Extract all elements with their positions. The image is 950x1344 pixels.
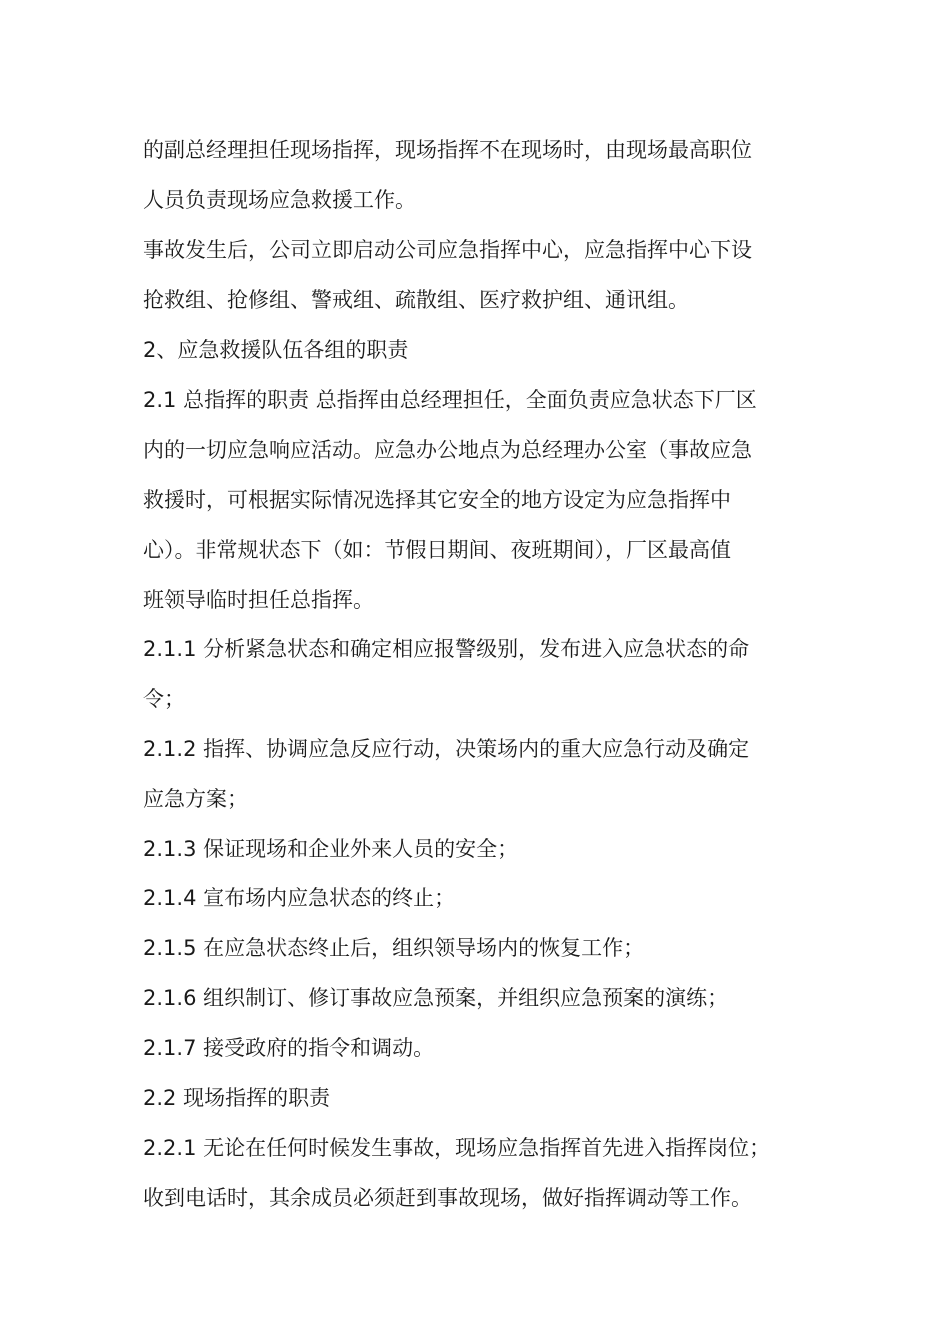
text-line: 收到电话时，其余成员必须赶到事故现场，做好指挥调动等工作。 [143, 1186, 752, 1210]
list-item: 2.1.5 在应急状态终止后，组织领导场内的恢复工作； [143, 936, 645, 960]
text-line: 事故发生后，公司立即启动公司应急指挥中心，应急指挥中心下设 [143, 238, 752, 262]
list-item: 2.1.6 组织制订、修订事故应急预案，并组织应急预案的演练； [143, 986, 729, 1010]
list-item: 2.1.4 宣布场内应急状态的终止； [143, 886, 456, 910]
text-line: 令； [143, 687, 185, 711]
list-item: 2.1.7 接受政府的指令和调动。 [143, 1036, 435, 1060]
list-item: 2.1.3 保证现场和企业外来人员的安全； [143, 837, 519, 861]
text-line: 内的一切应急响应活动。应急办公地点为总经理办公室（事故应急 [143, 438, 752, 462]
text-line: 救援时，可根据实际情况选择其它安全的地方设定为应急指挥中 [143, 488, 731, 512]
list-item: 2.2.1 无论在任何时候发生事故，现场应急指挥首先进入指挥岗位； [143, 1136, 771, 1160]
subsection-heading: 2.1 总指挥的职责 总指挥由总经理担任，全面负责应急状态下厂区 [143, 388, 757, 412]
list-item: 2.1.1 分析紧急状态和确定相应报警级别，发布进入应急状态的命 [143, 637, 750, 661]
text-line: 应急方案； [143, 787, 248, 811]
text-line: 班领导临时担任总指挥。 [143, 588, 374, 612]
text-line: 的副总经理担任现场指挥，现场指挥不在现场时，由现场最高职位 [143, 138, 752, 162]
section-heading: 2、应急救援队伍各组的职责 [143, 338, 409, 362]
text-line: 心）。非常规状态下（如：节假日期间、夜班期间），厂区最高值 [143, 538, 731, 562]
text-line: 人员负责现场应急救援工作。 [143, 188, 416, 212]
text-line: 抢救组、抢修组、警戒组、疏散组、医疗救护组、通讯组。 [143, 288, 689, 312]
subsection-heading: 2.2 现场指挥的职责 [143, 1086, 331, 1110]
list-item: 2.1.2 指挥、协调应急反应行动，决策场内的重大应急行动及确定 [143, 737, 750, 761]
